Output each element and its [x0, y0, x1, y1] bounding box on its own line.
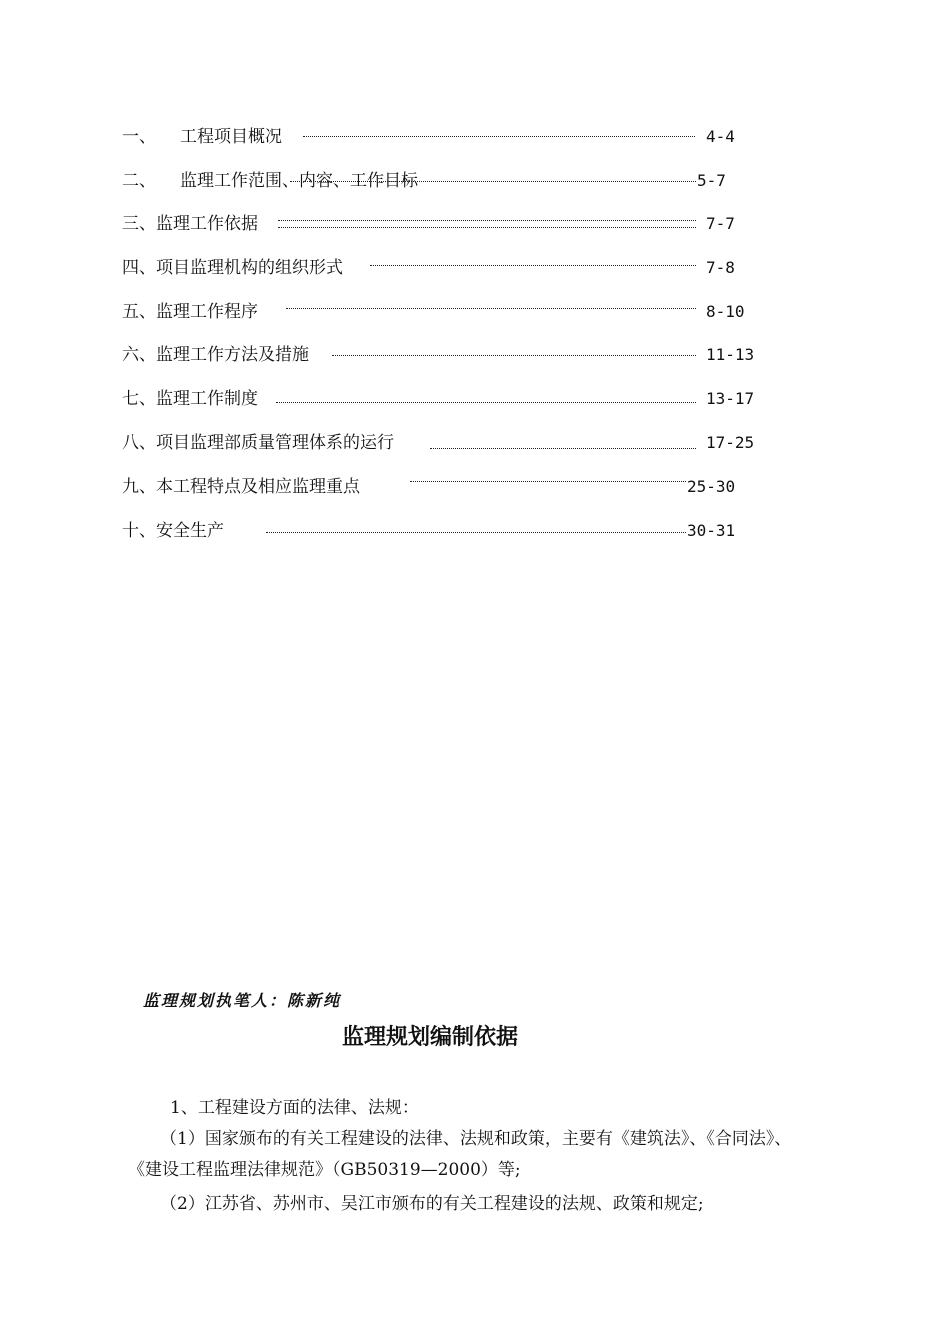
toc-title: 五、监理工作程序 — [122, 302, 258, 322]
section-heading — [0, 1022, 860, 1054]
section-heading-text: 监理规划编制依据 — [341, 1025, 518, 1050]
toc-entry — [0, 167, 950, 195]
toc-dot-leader — [410, 481, 686, 482]
toc-page-range: 4-4 — [706, 127, 735, 146]
paragraph: （2）江苏省、苏州市、吴江市颁布的有关工程建设的法规、政策和规定; — [160, 1194, 704, 1214]
toc-entry — [0, 473, 950, 501]
toc-page-range: 7-8 — [706, 258, 735, 277]
toc-dot-leader — [276, 402, 696, 403]
toc-page-range: 11-13 — [706, 345, 755, 364]
paragraph: 《建设工程监理法律规范》（GB50319—2000）等; — [128, 1160, 521, 1180]
toc-entry — [0, 298, 950, 326]
toc-title: 七、监理工作制度 — [122, 389, 258, 409]
toc-page-range: 5-7 — [697, 171, 726, 190]
toc-page-range: 13-17 — [706, 389, 755, 408]
toc-entry — [0, 517, 950, 545]
toc-title: 十、安全生产 — [122, 521, 224, 541]
toc-dot-leader — [278, 220, 696, 221]
toc-entry — [0, 123, 950, 151]
toc-entry — [0, 341, 950, 369]
toc-title: 三、监理工作依据 — [122, 214, 258, 234]
toc-page-range: 7-7 — [706, 214, 735, 233]
toc-dot-leader — [370, 265, 696, 266]
toc-number: 二、 — [122, 171, 156, 191]
toc-dot-leader — [286, 308, 696, 309]
toc-dot-leader — [332, 355, 696, 356]
toc-entry — [0, 385, 950, 413]
toc-dot-leader — [278, 227, 696, 228]
toc-title: 八、项目监理部质量管理体系的运行 — [122, 433, 394, 453]
author-line: 监理规划执笔人：陈新纯 — [143, 991, 342, 1010]
paragraph: 1、工程建设方面的法律、法规： — [170, 1098, 419, 1118]
toc-dot-leader — [266, 532, 686, 533]
toc-dot-leader — [303, 136, 695, 137]
toc-entry — [0, 254, 950, 282]
toc-page-range: 25-30 — [687, 477, 736, 496]
toc-title: 监理工作范围、内容、工作目标 — [180, 171, 418, 191]
toc-number: 一、 — [122, 127, 156, 147]
toc-entry — [0, 429, 950, 457]
toc-page-range: 17-25 — [706, 433, 755, 452]
toc-page-range: 8-10 — [706, 302, 745, 321]
toc-title: 四、项目监理机构的组织形式 — [122, 258, 343, 278]
toc-title: 工程项目概况 — [180, 127, 282, 147]
toc-page-range: 30-31 — [687, 521, 736, 540]
toc-title: 九、本工程特点及相应监理重点 — [122, 477, 360, 497]
paragraph: （1）国家颁布的有关工程建设的法律、法规和政策，主要有《建筑法》、《合同法》、 — [160, 1129, 792, 1149]
toc-dot-leader — [430, 448, 696, 449]
toc-title: 六、监理工作方法及措施 — [122, 345, 309, 365]
toc-dot-leader — [290, 181, 696, 182]
toc-entry — [0, 210, 950, 238]
